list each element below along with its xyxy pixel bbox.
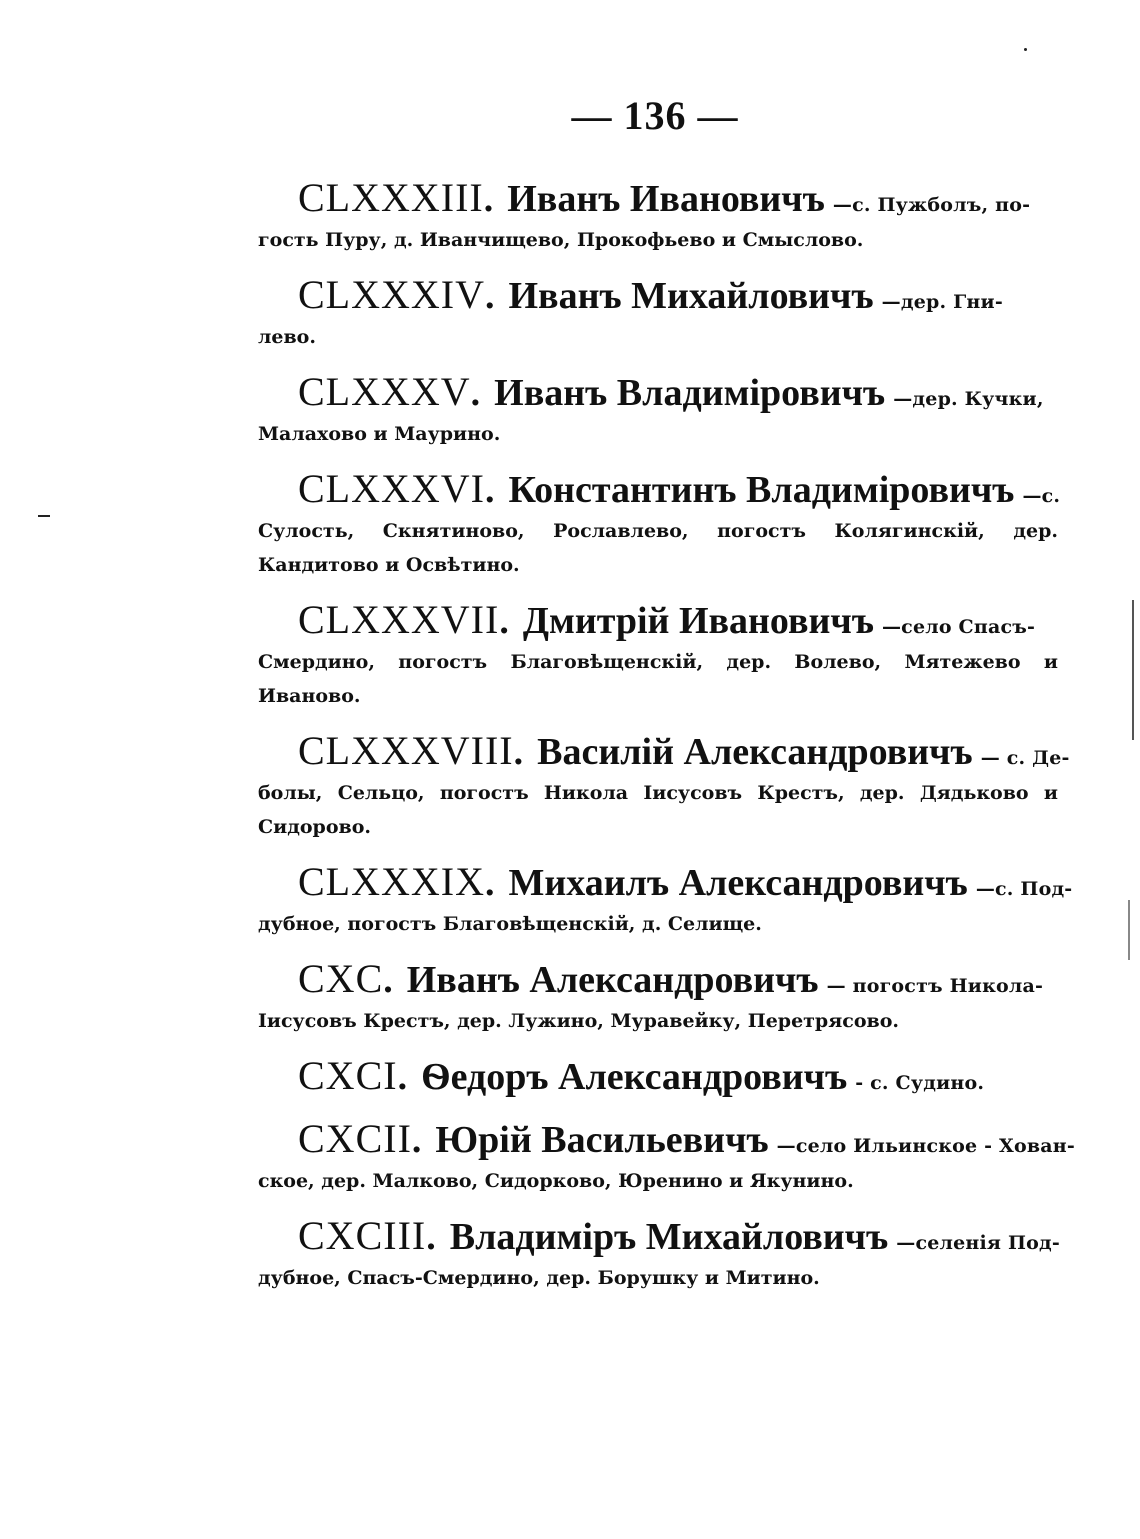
entry-rest: Малахово и Маурино. [258, 423, 501, 445]
entry-name: Иванъ Михайловичъ [508, 275, 874, 317]
scan-speck [38, 515, 50, 517]
entry-heading: CLXXXIII . Иванъ Ивановичъ —с. Пужболъ, по- [258, 180, 1058, 223]
entry-heading: CLXXXV . Иванъ Владимiровичъ —дер. Кучки, [258, 374, 1058, 417]
entry [258, 1213, 1060, 1295]
entry-lead: —дер. Гни- [881, 291, 1003, 313]
entry-lead: —село Ильинское - Хован- [776, 1135, 1075, 1157]
entry-heading: CXCI . Ѳедоръ Александровичъ - с. Судино. [258, 1058, 1058, 1101]
entry [258, 597, 1058, 713]
entry-numeral: CXCIII [298, 1213, 427, 1258]
entry [258, 369, 1058, 451]
scan-speck [1132, 600, 1134, 740]
entry-numeral: CLXXXIV [298, 272, 485, 317]
entry-numeral: CLXXXVII [298, 597, 500, 642]
entry-lead: — погостъ Никола- [826, 975, 1044, 997]
entry-lead: —с. [1022, 485, 1061, 507]
entry-name: Иванъ Ивановичъ [507, 178, 825, 220]
entry-rest: лево. [258, 326, 316, 348]
entry [258, 728, 1070, 844]
entry-name: Иванъ Владимiровичъ [494, 372, 886, 414]
entry [258, 466, 1061, 582]
entry-name: Константинъ Владимiровичъ [508, 469, 1015, 511]
entry-heading: CLXXXIX . Михаилъ Александровичъ —с. Под- [258, 864, 1058, 907]
entry-name: Михаилъ Александровичъ [508, 862, 968, 904]
entry-name: Ѳедоръ Александровичъ [421, 1056, 848, 1098]
entry-rest: гость Пуру, д. Иванчищево, Прокофьево и Смыслово. [258, 229, 864, 251]
entry-numeral: CLXXXVIII [298, 728, 514, 773]
entry-numeral: CXCI [298, 1053, 398, 1098]
entry-lead: - с. Судино. [855, 1072, 985, 1094]
entry-rest: дубное, погостъ Благовѣщенскiй, д. Селище. [258, 913, 762, 935]
entry-numeral: CLXXXIX [298, 859, 485, 904]
entry-heading: CXCIII . Владимiръ Михайловичъ —селенiя Под- [258, 1218, 1058, 1261]
entry-lead: —с. Пужболъ, по- [832, 194, 1031, 216]
entry-name: Василiй Александровичъ [537, 731, 973, 773]
entry-rest: болы, Сельцо, погостъ Никола Iисусовъ Крестъ, дер. Дядьково и Сидорово. [258, 782, 1058, 838]
entry [258, 956, 1058, 1038]
entry-list [258, 175, 1075, 1315]
entry-rest: Смердино, погостъ Благовѣщенскiй, дер. Волево, Мятежево и Иваново. [258, 651, 1058, 707]
scan-speck [1128, 900, 1130, 960]
entry-rest: Сулость, Скнятиново, Рославлево, погостъ Колягинскiй, дер. Кандитово и Освѣтино. [258, 520, 1058, 576]
entry [258, 272, 1058, 354]
entry-lead: — с. Де- [980, 747, 1070, 769]
entry-rest: Iисусовъ Крестъ, дер. Лужино, Муравейку, Перетрясово. [258, 1010, 899, 1032]
page-number: — 136 — [571, 93, 739, 138]
entry-heading: CLXXXVI . Константинъ Владимiровичъ —с. [258, 471, 1058, 514]
entry-heading: CXC . Иванъ Александровичъ — погостъ Никола- [258, 961, 1058, 1004]
entry-numeral: CLXXXVI [298, 466, 485, 511]
entry [258, 859, 1073, 941]
entry-name: Юрiй Васильевичъ [435, 1119, 769, 1161]
entry-heading: CLXXXIV . Иванъ Михайловичъ —дер. Гни- [258, 277, 1058, 320]
entry [258, 175, 1058, 257]
entry-heading: CXCII . Юрiй Васильевичъ —село Ильинское - Хован- [258, 1121, 1058, 1164]
entry-numeral: CXCII [298, 1116, 412, 1161]
entry-numeral: CXC [298, 956, 384, 1001]
entry-rest: дубное, Спасъ-Смердино, дер. Борушку и Митино. [258, 1267, 820, 1289]
entry [258, 1116, 1075, 1198]
entry-lead: —селенiя Под- [896, 1232, 1060, 1254]
entry [258, 1053, 1058, 1101]
entry-heading: CLXXXVII . Дмитрiй Ивановичъ —село Спасъ- [258, 602, 1058, 645]
entry-rest: ское, дер. Малково, Сидорково, Юренино и Якунино. [258, 1170, 854, 1192]
entry-name: Иванъ Александровичъ [406, 959, 819, 1001]
scan-speck [1024, 48, 1027, 51]
entry-numeral: CLXXXV [298, 369, 471, 414]
entry-lead: —село Спасъ- [881, 616, 1036, 638]
entry-name: Владимiръ Михайловичъ [449, 1216, 889, 1258]
entry-lead: —с. Под- [975, 878, 1073, 900]
entry-lead: —дер. Кучки, [893, 388, 1044, 410]
entry-numeral: CLXXXIII [298, 175, 484, 220]
entry-name: Дмитрiй Ивановичъ [522, 600, 874, 642]
entry-heading: CLXXXVIII . Василiй Александровичъ — с. Де- [258, 733, 1058, 776]
